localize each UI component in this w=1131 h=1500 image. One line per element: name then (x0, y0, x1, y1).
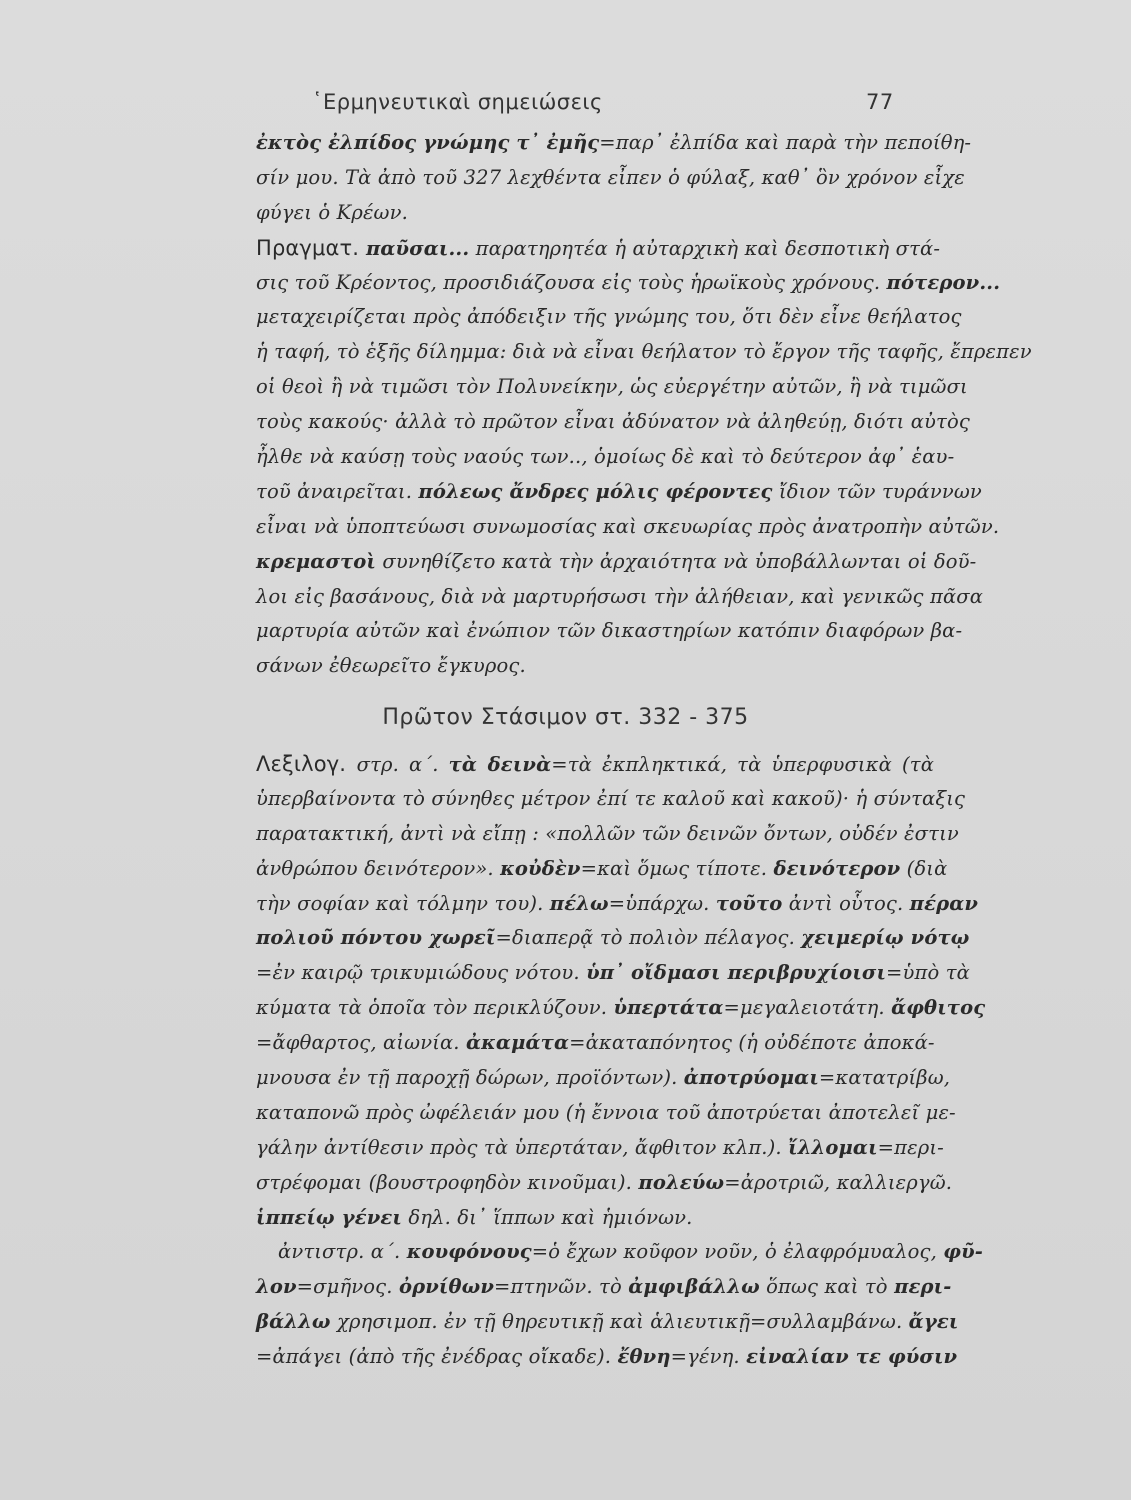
text-segment: =ὑπὸ τὰ (886, 961, 970, 985)
keyword: πολιοῦ πόντου χωρεῖ (256, 926, 496, 950)
text-segment: οἱ θεοὶ ἢ νὰ τιμῶσι τὸν Πολυνείκην, ὡς εὐεργέτην αὐτῶν, ἢ νὰ τιμῶσι (256, 375, 968, 399)
keyword: ἔθνη (617, 1345, 671, 1369)
text-segment: τοῦ ἀναιρεῖται. (256, 479, 419, 503)
text-segment: δηλ. δι᾽ ἵππων καὶ ἡμιόνων. (401, 1205, 693, 1229)
keyword: περι- (894, 1275, 952, 1299)
text-segment: ὑπερβαίνοντα τὸ σύνηθες μέτρον ἐπί τε καλοῦ καὶ κακοῦ)· ἡ σύνταξις (256, 786, 966, 810)
keyword: ἄγει (908, 1310, 959, 1334)
text-segment: =διαπερᾷ τὸ πολιὸν πέλαγος. (495, 926, 802, 950)
keyword: πότερον... (886, 270, 1001, 294)
text-line (256, 545, 977, 580)
text-segment: =ἀροτριῶ, καλλιεργῶ. (724, 1170, 953, 1194)
text-line (256, 991, 986, 1026)
keyword: πόλεως ἄνδρες μόλις φέροντες (418, 479, 773, 503)
keyword: τὰ δεινὰ (448, 753, 552, 776)
text-line (256, 1026, 934, 1061)
text-line (256, 1340, 958, 1375)
keyword: ὑπ᾽ οἴδμασι περιβρυχίοισι (586, 961, 887, 985)
text-segment: ἴδιον τῶν τυράννων (772, 479, 982, 503)
text-segment: =κατατρίβω, (818, 1066, 951, 1090)
text-segment: σίν μου. Τὰ ἀπὸ τοῦ 327 λεχθέντα εἶπεν ὁ φύλαξ, καθ᾽ ὃν χρόνον εἶχε (256, 165, 965, 189)
keyword: χειμερίῳ νότῳ (801, 926, 970, 950)
text-segment: =ἐν καιρῷ τρικυμιώδους νότου. (256, 961, 587, 985)
commentary-block-2 (256, 747, 986, 1375)
text-segment: φύγει ὁ Κρέων. (256, 200, 408, 224)
text-segment: παρατηρητέα ἡ αὐταρχικὴ καὶ δεσποτικὴ στά- (469, 236, 941, 260)
text-segment: χρησιμοπ. ἐν τῇ θηρευτικῇ καὶ ἁλιευτικῇ=συλλαμβάνω. (330, 1310, 909, 1334)
text-segment: =ἀκαταπόνητος (ἡ οὐδέποτε ἀποκά- (569, 1031, 935, 1055)
text-line (256, 747, 934, 782)
page-number: 77 (866, 90, 894, 114)
keyword: ἀποτρύομαι (683, 1066, 819, 1090)
keyword: ἄφθιτος (891, 996, 986, 1020)
text-line (256, 1131, 944, 1166)
text-segment: =ἀπάγει (ἀπὸ τῆς ἐνέδρας οἴκαδε). (256, 1345, 618, 1369)
text-line (256, 1201, 934, 1236)
text-segment: =γένη. (670, 1345, 747, 1369)
text-line (256, 956, 970, 991)
text-segment: ὅπως καὶ τὸ (759, 1275, 895, 1299)
text-segment: =παρ᾽ ἐλπίδα καὶ παρὰ τὴν πεποίθη- (599, 131, 972, 154)
text-line (256, 440, 955, 475)
text-line (256, 921, 970, 956)
text-segment: κύματα τὰ ὁποῖα τὸν περικλύζουν. (256, 996, 614, 1020)
text-line (256, 649, 934, 684)
text-segment: τοὺς κακούς· ἀλλὰ τὸ πρῶτον εἶναι ἀδύνατον νὰ ἀληθεύῃ, διότι αὐτὸς (256, 410, 970, 434)
text-line (256, 405, 970, 440)
text-line (256, 1166, 953, 1201)
text-segment: ἀνθρώπου δεινότερον». (256, 856, 501, 880)
text-segment: =σμῆνος. (296, 1275, 399, 1299)
keyword: κοὐδὲν (500, 856, 581, 880)
text-line (256, 852, 948, 887)
text-segment: =ἄφθαρτος, αἰωνία. (256, 1031, 467, 1055)
keyword: ἴλλομαι (788, 1135, 878, 1159)
text-segment: εἶναι νὰ ὑποπτεύωσι συνωμοσίας καὶ σκευωρίας πρὸς ἀνατροπὴν αὐτῶν. (256, 514, 1000, 538)
text-segment: παρατακτική, ἀντὶ νὰ εἴπῃ : «πολλῶν τῶν δεινῶν ὄντων, οὐδέν ἐστιν (256, 821, 959, 845)
text-line (256, 510, 1000, 545)
text-segment: μεταχειρίζεται πρὸς ἀπόδειξιν τῆς γνώμης του, ὅτι δὲν εἶνε θεήλατος (256, 305, 962, 329)
keyword: ἀμφιβάλλω (628, 1275, 760, 1299)
text-segment: γάλην ἀντίθεσιν πρὸς τὰ ὑπερτάταν, ἄφθιτον κλπ.). (256, 1135, 789, 1159)
text-segment: συνηθίζετο κατὰ τὴν ἀρχαιότητα νὰ ὑποβάλλωνται οἱ δοῦ- (376, 549, 977, 573)
text-line (256, 614, 963, 649)
text-line (256, 817, 959, 852)
keyword: ὀρνίθων (398, 1275, 495, 1299)
text-segment: (διὰ (900, 856, 948, 880)
section-label: Πραγματ. (256, 235, 366, 260)
text-segment: μνουσα ἐν τῇ παροχῇ δώρων, προϊόντων). (256, 1066, 684, 1090)
text-segment: =πτηνῶν. τὸ (494, 1275, 629, 1299)
text-line (256, 370, 968, 405)
keyword: κουφόνους (406, 1240, 532, 1264)
text-segment: καταπονῶ πρὸς ὠφέλειάν μου (ἡ ἔννοια τοῦ ἀποτρύεται ἀποτελεῖ με- (256, 1100, 956, 1124)
text-segment: σις τοῦ Κρέοντος, προσιδιάζουσα εἰς τοὺς ἡρωϊκοὺς χρόνους. (256, 270, 887, 294)
text-segment: ἀντιστρ. α΄. (278, 1240, 407, 1264)
keyword: εἰναλίαν τε φύσιν (746, 1345, 958, 1369)
text-segment: λοι εἰς βασάνους, διὰ νὰ μαρτυρήσωσι τὴν ἀλήθειαν, καὶ γενικῶς πᾶσα (256, 584, 984, 608)
keyword: τοῦτο (715, 891, 783, 915)
keyword: λον (256, 1275, 297, 1299)
keyword: παῦσαι... (365, 236, 470, 260)
text-line (256, 580, 984, 615)
text-line (256, 231, 941, 266)
text-line (256, 126, 972, 161)
text-segment: ἀντὶ οὗτος. (782, 891, 910, 915)
text-line (256, 196, 934, 231)
running-head (0, 90, 1131, 124)
keyword: ἱππείῳ γένει (256, 1205, 402, 1229)
text-line (256, 1305, 959, 1340)
text-segment: =μεγαλειοτάτη. (723, 996, 892, 1020)
keyword: ὑπερτάτα (613, 996, 724, 1020)
keyword: πέλω (549, 891, 609, 915)
keyword: ἐκτὸς ἐλπίδος γνώμης τ᾽ ἐμῆς (256, 131, 600, 154)
text-line (256, 161, 965, 196)
text-segment: =περι- (877, 1135, 944, 1159)
text-segment: =ὑπάρχω. (608, 891, 716, 915)
commentary-block-1 (256, 126, 1032, 684)
text-line (256, 887, 979, 922)
text-segment: ἡ ταφή, τὸ ἑξῆς δίλημμα: διὰ νὰ εἶναι θεήλατον τὸ ἔργον τῆς ταφῆς, ἔπρεπεν (256, 340, 1032, 364)
text-line (256, 1061, 951, 1096)
section-heading: Πρῶτον Στάσιμον στ. 332 - 375 (382, 705, 749, 730)
text-segment: στρ. α΄. (356, 753, 449, 776)
text-line (256, 475, 982, 510)
text-segment: =ὁ ἔχων κοῦφον νοῦν, ὁ ἐλαφρόμυαλος, (531, 1240, 944, 1264)
text-line (256, 300, 962, 335)
text-segment: =τὰ ἐκπληκτικά, τὰ ὑπερφυσικὰ (τὰ (551, 753, 935, 776)
keyword: πέραν (909, 891, 979, 915)
keyword: φῦ- (943, 1240, 983, 1264)
text-line (256, 335, 1032, 370)
text-line (256, 1270, 952, 1305)
text-segment: τὴν σοφίαν καὶ τόλμην του). (256, 891, 550, 915)
text-segment: σάνων ἐθεωρεῖτο ἔγκυρος. (256, 654, 526, 678)
text-segment: ἦλθε νὰ καύσῃ τοὺς ναούς των.., ὁμοίως δὲ καὶ τὸ δεύτερον ἀφ᾽ ἑαυ- (256, 445, 955, 469)
keyword: ἀκαμάτα (466, 1031, 570, 1055)
text-segment: μαρτυρία αὐτῶν καὶ ἐνώπιον τῶν δικαστηρίων κατόπιν διαφόρων βα- (256, 619, 963, 643)
keyword: κρεμαστοὶ (256, 549, 377, 573)
text-segment: στρέφομαι (βουστροφηδὸν κινοῦμαι). (256, 1170, 639, 1194)
running-head-title: ῾Ερμηνευτικαὶ σημειώσεις (312, 90, 603, 114)
text-line (256, 782, 966, 817)
text-segment: =καὶ ὅμως τίποτε. (580, 856, 774, 880)
text-line (256, 266, 1001, 301)
text-line (256, 1096, 956, 1131)
keyword: βάλλω (256, 1310, 331, 1334)
keyword: δεινότερον (773, 856, 901, 880)
keyword: πολεύω (638, 1170, 725, 1194)
section-label: Λεξιλογ. (256, 752, 357, 776)
text-line (256, 1235, 983, 1270)
